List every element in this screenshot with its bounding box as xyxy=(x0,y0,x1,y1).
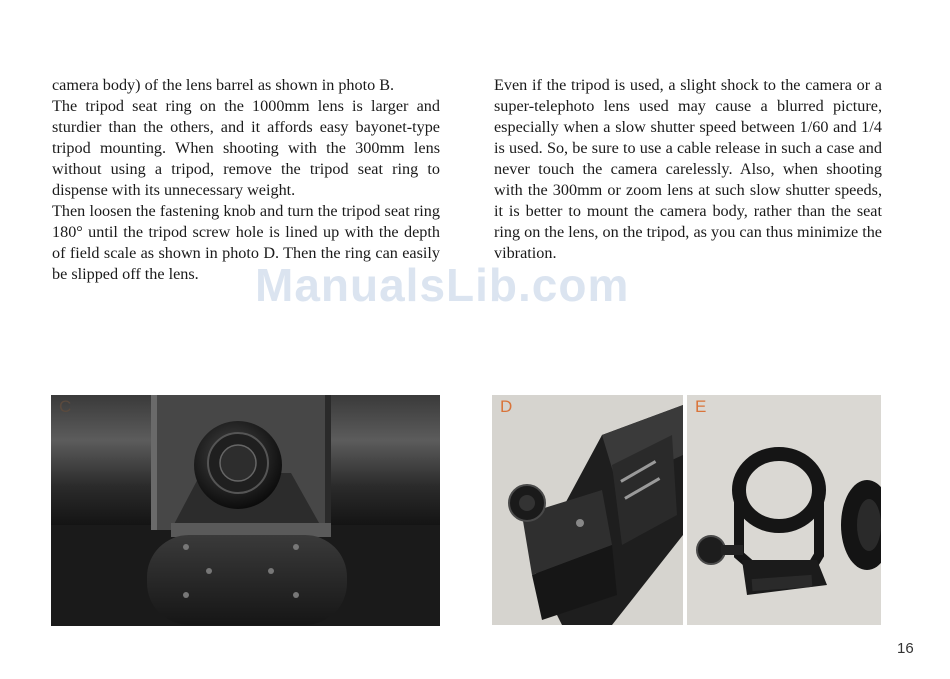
watermark: ManualsLib.com xyxy=(255,259,630,311)
paragraph: The tripod seat ring on the 1000mm lens is larger and sturdier than the others, and it affords easy bayonet-type tripod mounting. When shooting with the 300mm lens without using a tripod, remove the tripod seat ring to dispense with its unnecessary weight. xyxy=(52,97,440,199)
paragraph: camera body) of the lens barrel as shown in photo B. xyxy=(52,76,395,94)
photo-e-removed-ring xyxy=(687,395,881,625)
photo-label: C xyxy=(59,397,72,416)
photo-d-illustration xyxy=(492,395,683,625)
right-text-column xyxy=(494,75,882,264)
photo-c-illustration xyxy=(51,395,440,626)
photo-label: D xyxy=(500,397,513,416)
photo-e-illustration xyxy=(687,395,881,625)
paragraph: Even if the tripod is used, a slight shock to the camera or a super-telephoto lens used may cause a blurred picture, especially when a slow shutter speed between 1/60 and 1/4 is used. So, be sure to use a cable release in such a case and never touch the camera carelessly. Also, when shooting with the 300mm or zoom lens at such slow shutter speeds, it is better to mount the camera body, rather than the seat ring on the lens, on the tripod, as you can thus minimize the vibration. xyxy=(494,76,882,262)
paragraph: Then loosen the fastening knob and turn the tripod seat ring 180° until the tripod screw hole is lined up with the depth of field scale as shown in photo D. Then the ring can easily be slipped off the lens. xyxy=(52,202,440,283)
photo-d-rotated-ring xyxy=(492,395,683,625)
photo-label: E xyxy=(695,397,707,416)
page-number: 16 xyxy=(897,640,914,657)
left-text-column xyxy=(52,75,440,285)
photo-c-tripod-seat xyxy=(51,395,440,626)
